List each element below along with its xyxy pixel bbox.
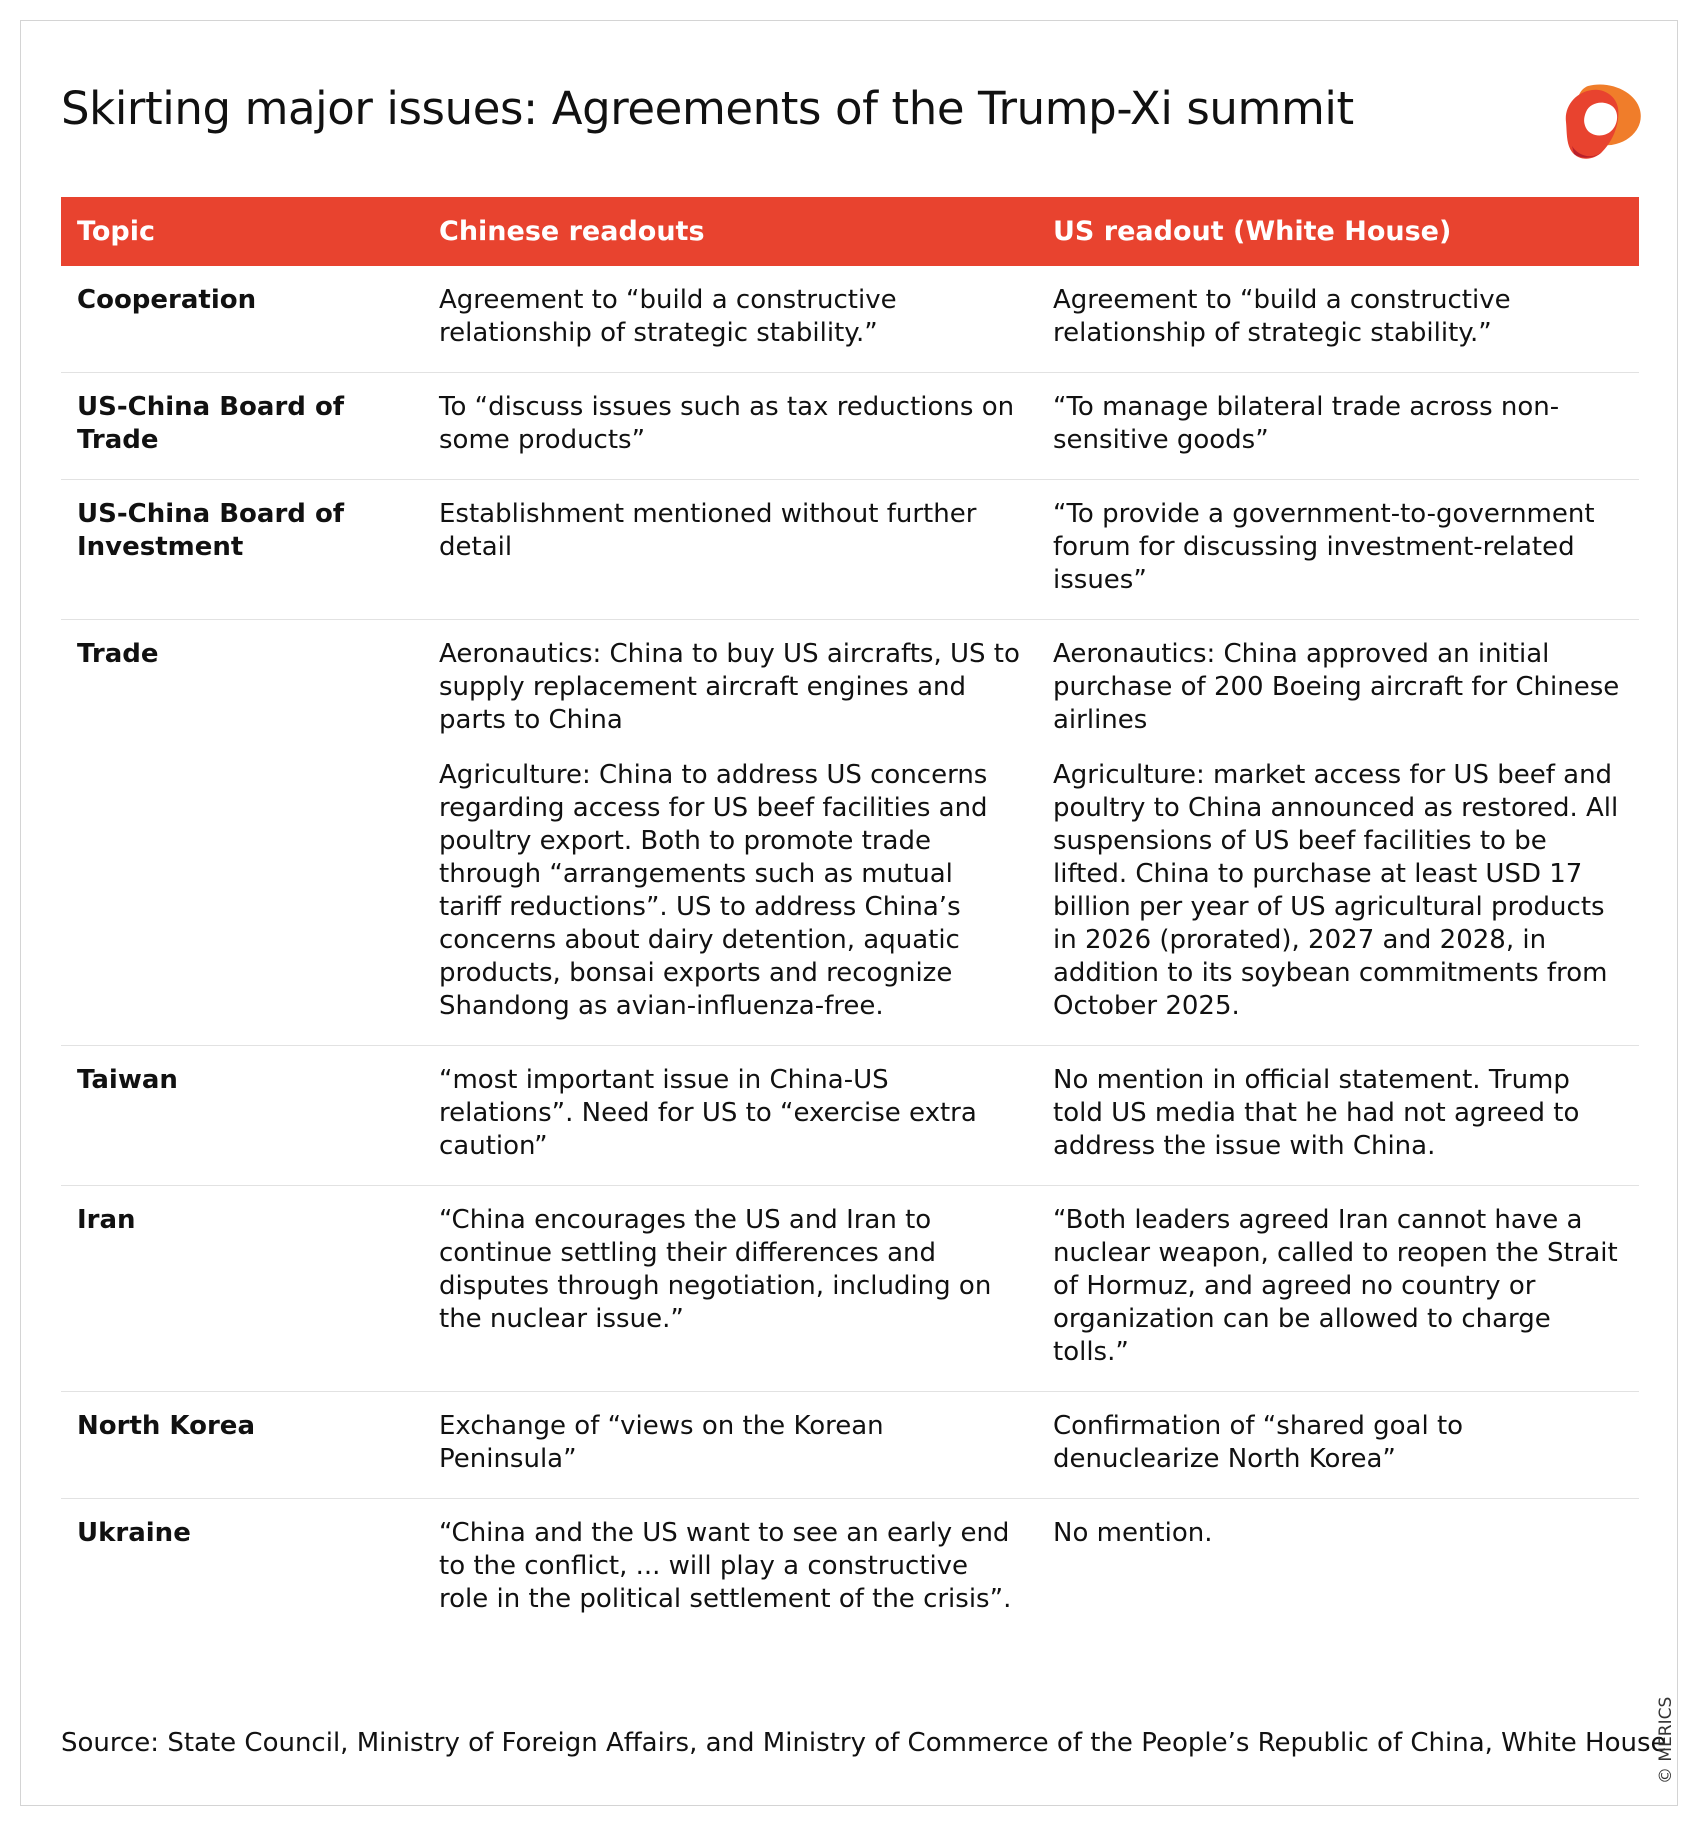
topic-cell-empty — [61, 759, 423, 1046]
topic-cell: US-China Board of Investment — [61, 480, 423, 620]
us-readout-cell: Aeronautics: China approved an initial purchase of 200 Boeing aircraft for Chinese airlines — [1053, 639, 1620, 735]
copyright-note: © MERICS — [1656, 1696, 1676, 1784]
topic-cell: North Korea — [61, 1392, 423, 1499]
header-us-readout: US readout (White House) — [1037, 197, 1639, 266]
chinese-readout-cell: “most important issue in China-US relations”. Need for US to “exercise extra caution” — [423, 1046, 1037, 1186]
table-header-row — [61, 197, 1639, 266]
us-readout-cell: No mention. — [1053, 1518, 1213, 1548]
us-readout-cell: No mention in official statement. Trump told US media that he had not agreed to address the issue with China. — [1037, 1046, 1639, 1186]
table-row — [61, 1392, 1639, 1499]
source-note: Source: State Council, Ministry of Foreign Affairs, and Ministry of Commerce of the People’s Republic of China, White House — [61, 1728, 1667, 1758]
us-readout-cell: Confirmation of “shared goal to denuclearize North Korea” — [1037, 1392, 1639, 1499]
table-row — [61, 480, 1639, 620]
table-row — [61, 620, 1639, 760]
table-row — [61, 1499, 1639, 1639]
chinese-readout-cell: To “discuss issues such as tax reductions on some products” — [423, 373, 1037, 480]
chinese-readout-cell: “China encourages the US and Iran to continue settling their differences and disputes through negotiation, including on the nuclear issue.” — [423, 1186, 1037, 1392]
chinese-readout-cell: Exchange of “views on the Korean Peninsula” — [423, 1392, 1037, 1499]
table-row — [61, 373, 1639, 480]
topic-cell: Iran — [61, 1186, 423, 1392]
merics-logo-icon — [1558, 82, 1642, 162]
header-chinese-readouts: Chinese readouts — [423, 197, 1037, 266]
agreements-table — [61, 197, 1639, 1638]
chinese-readout-cell: Agriculture: China to address US concerns regarding access for US beef facilities and poultry export. Both to promote trade through “arrangements such as mutual tariff reductions”. US to address China’s concerns about dairy detention, aquatic products, bonsai exports and recognize Shandong as avian-influenza-free. — [423, 759, 1037, 1046]
topic-cell: Taiwan — [61, 1046, 423, 1186]
table-row — [61, 759, 1639, 1046]
us-readout-cell: Agriculture: market access for US beef and poultry to China announced as restored. All suspensions of US beef facilities to be lifted. China to purchase at least USD 17 billion per year of US agricultural products in 2026 (prorated), 2027 and 2028, in addition to its soybean commitments from October 2025. — [1037, 759, 1639, 1046]
figure-title: Skirting major issues: Agreements of the Trump-Xi summit — [61, 82, 1354, 135]
us-readout-cell: “To provide a government-to-government forum for discussing investment-related issues” — [1037, 480, 1639, 620]
topic-cell: Trade — [77, 639, 159, 669]
us-readout-cell: Agreement to “build a constructive relationship of strategic stability.” — [1037, 266, 1639, 373]
table-row — [61, 1186, 1639, 1392]
chinese-readout-cell: Aeronautics: China to buy US aircrafts, US to supply replacement aircraft engines and parts to China — [439, 639, 1020, 735]
chinese-readout-cell: Agreement to “build a constructive relationship of strategic stability.” — [423, 266, 1037, 373]
topic-cell: US-China Board of Trade — [61, 373, 423, 480]
topic-cell: Ukraine — [77, 1518, 191, 1548]
topic-cell: Cooperation — [61, 266, 423, 373]
table-row — [61, 1046, 1639, 1186]
table-row — [61, 266, 1639, 373]
header-topic: Topic — [61, 197, 423, 266]
us-readout-cell: “Both leaders agreed Iran cannot have a nuclear weapon, called to reopen the Strait of Hormuz, and agreed no country or organization can be allowed to charge tolls.” — [1037, 1186, 1639, 1392]
chinese-readout-cell: “China and the US want to see an early end to the conflict, ... will play a constructive role in the political settlement of the crisis”. — [439, 1518, 1012, 1614]
chinese-readout-cell: Establishment mentioned without further detail — [423, 480, 1037, 620]
us-readout-cell: “To manage bilateral trade across non-sensitive goods” — [1037, 373, 1639, 480]
